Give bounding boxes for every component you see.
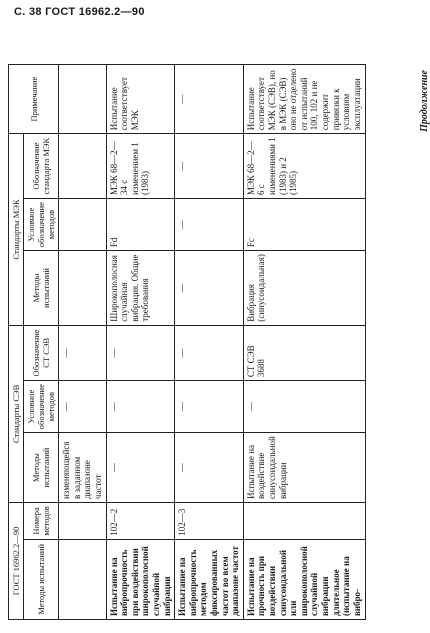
cell-iec-code: Fc bbox=[243, 199, 365, 251]
cell-iec-std: МЭК 68—2—6 с изменениями 1 (1983) и 2 (1985) bbox=[243, 134, 365, 199]
cell-sev-std: — bbox=[175, 325, 244, 380]
cell-iec-code: — bbox=[175, 199, 244, 251]
cell-sev-method: — bbox=[106, 433, 175, 503]
cell-sev-std: СТ СЭВ 3688 bbox=[243, 325, 365, 380]
column-header-note: Примечание bbox=[9, 65, 59, 134]
cell-note: — bbox=[175, 65, 244, 134]
page-header: С. 38 ГОСТ 16962.2—90 bbox=[14, 6, 145, 18]
column-header-test: Методы испытаний bbox=[24, 539, 59, 619]
table-row bbox=[175, 65, 244, 620]
cell-sev-code: — bbox=[175, 381, 244, 433]
cell-iec-method: Широкополосная случайная вибрация. Общие требования bbox=[106, 251, 175, 326]
cell-iec-method bbox=[59, 251, 106, 326]
cell-test: Испытание на вибропрочность методом фиксированных частот во всем диапазоне частот bbox=[175, 539, 244, 619]
cell-sev-std: — bbox=[59, 325, 106, 380]
standards-table bbox=[8, 64, 366, 620]
cell-test bbox=[59, 539, 106, 619]
cell-sev-method: Испытание на воздействие синусоидальной вибрации bbox=[243, 433, 365, 503]
cell-sev-std: — bbox=[106, 325, 175, 380]
cell-sev-code: — bbox=[106, 381, 175, 433]
cell-test: Испытание на вибропрочность при воздействии широкополосной случайной вибрации bbox=[106, 539, 175, 619]
cell-iec-std bbox=[59, 134, 106, 199]
group-header-sev: Стандарты СЭВ bbox=[9, 325, 24, 502]
cell-number bbox=[59, 503, 106, 540]
cell-iec-std: МЭК 68—2—34 с изменением 1 (1983) bbox=[106, 134, 175, 199]
column-header-sev-method: Методы испытаний bbox=[24, 433, 59, 503]
column-header-sev-code: Условное обозначение методов bbox=[24, 381, 59, 433]
cell-number: 102—2 bbox=[106, 503, 175, 540]
column-header-iec-std: Обозначение стандарта МЭК bbox=[24, 134, 59, 199]
cell-note: Испытание соответствует МЭК (СЭВ), но в МЭК (СЭВ) оно не отделено от испытаний 100, 102 и не содержит привязки к условиям эксплуатации bbox=[243, 65, 365, 134]
rotated-table-container bbox=[8, 64, 408, 620]
table-row bbox=[59, 65, 106, 620]
cell-sev-code: — bbox=[243, 381, 365, 433]
cell-sev-method: — bbox=[175, 433, 244, 503]
cell-iec-std: — bbox=[175, 134, 244, 199]
column-header-iec-code: Условное обозначение методов bbox=[24, 199, 59, 251]
cell-iec-method: — bbox=[175, 251, 244, 326]
cell-note: Испытание соответствует МЭК bbox=[106, 65, 175, 134]
group-header-gost: ГОСТ 16962.2—90 bbox=[9, 503, 24, 620]
cell-note bbox=[59, 65, 106, 134]
cell-iec-code: Fd bbox=[106, 199, 175, 251]
column-header-iec-method: Методы испытаний bbox=[24, 251, 59, 326]
cell-number: 102—3 bbox=[175, 503, 244, 540]
cell-test: Испытание на прочность при воздействии синусоидальной или широкополосной случайной вибрации длительное (испытание на вибро- bbox=[243, 539, 365, 619]
column-header-sev-std: Обозначение СТ СЭВ bbox=[24, 325, 59, 380]
cell-number bbox=[243, 503, 365, 540]
column-header-number: Номера методов bbox=[24, 503, 59, 540]
cell-sev-method: изменяющейся в заданном диапазоне частот bbox=[59, 433, 106, 503]
group-header-iec: Стандарты МЭК bbox=[9, 134, 24, 326]
cell-iec-code bbox=[59, 199, 106, 251]
table-row bbox=[106, 65, 175, 620]
continued-label: Продолжение bbox=[419, 70, 430, 132]
table-row bbox=[243, 65, 365, 620]
cell-sev-code: — bbox=[59, 381, 106, 433]
cell-iec-method: Вибрация (синусоидальная) bbox=[243, 251, 365, 326]
